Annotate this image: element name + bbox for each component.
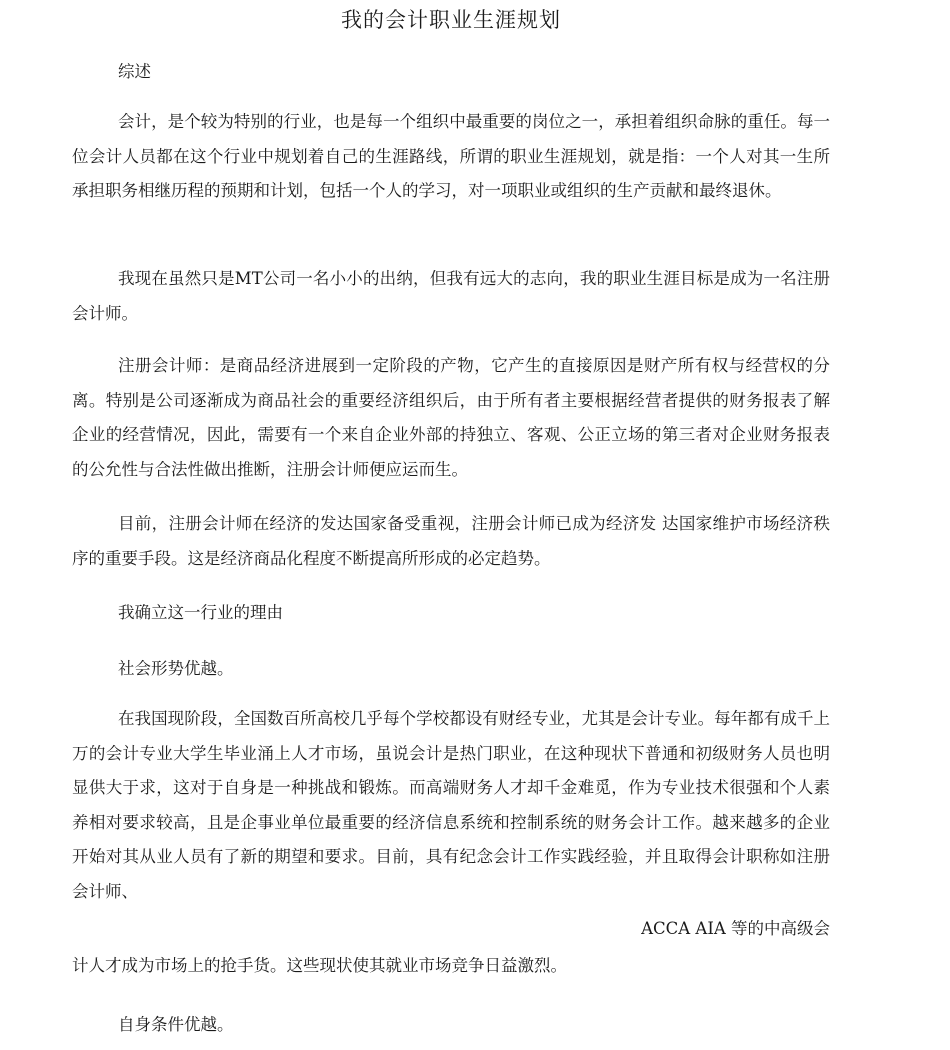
section-heading-reason: 我确立这一行业的理由 [118,603,283,622]
paragraph-social-end: 计人才成为市场上的抢手货。这些现状使其就业市场竞争日益激烈。 [72,956,567,975]
paragraph-career-goal: 我现在虽然只是MT公司一名小小的出纳，但我有远大的志向，我的职业生涯目标是成为一名注册会计师。 [72,269,830,323]
section-heading-self: 自身条件优越。 [118,1015,234,1034]
document-title: 我的会计职业生涯规划 [341,8,561,32]
section-heading-overview: 综述 [118,62,151,81]
section-heading-social: 社会形势优越。 [118,659,234,678]
paragraph-social-situation: 在我国现阶段，全国数百所高校几乎每个学校都设有财经专业，尤其是会计专业。每年都有成千上万的会计专业大学生毕业涌上人才市场，虽说会计是热门职业，在这种现状下普通和初级财务人员也明显供大于求，这对于自身是一种挑战和锻炼。而高端财务人才却千金难觅，作为专业技术很强和个人素养相对要求较高，且是企事业单位最重要的经济信息系统和控制系统的财务会计工作。越来越多的企业开始对其从业人员有了新的期望和要求。目前，具有纪念会计工作实践经验，并且取得会计职称如注册会计师、 [72,709,830,901]
document-page [72,0,830,1034]
paragraph-cpa-importance: 目前，注册会计师在经济的发达国家备受重视，注册会计师已成为经济发 达国家维护市场经济秩序的重要手段。这是经济商品化程度不断提高所形成的必定趋势。 [72,514,830,568]
paragraph-social-right-line: ACCA AIA 等的中高级会 [641,919,830,938]
paragraph-intro: 会计，是个较为特别的行业，也是每一个组织中最重要的岗位之一，承担着组织命脉的重任。每一位会计人员都在这个行业中规划着自己的生涯路线，所谓的职业生涯规划，就是指：一个人对其一生所承担职务相继历程的预期和计划，包括一个人的学习，对一项职业或组织的生产贡献和最终退休。 [72,112,830,200]
paragraph-cpa-definition: 注册会计师：是商品经济进展到一定阶段的产物，它产生的直接原因是财产所有权与经营权的分离。特别是公司逐渐成为商品社会的重要经济组织后，由于所有者主要根据经营者提供的财务报表了解企业的经营情况，因此，需要有一个来自企业外部的持独立、客观、公正立场的第三者对企业财务报表的公允性与合法性做出推断，注册会计师便应运而生。 [72,356,830,479]
